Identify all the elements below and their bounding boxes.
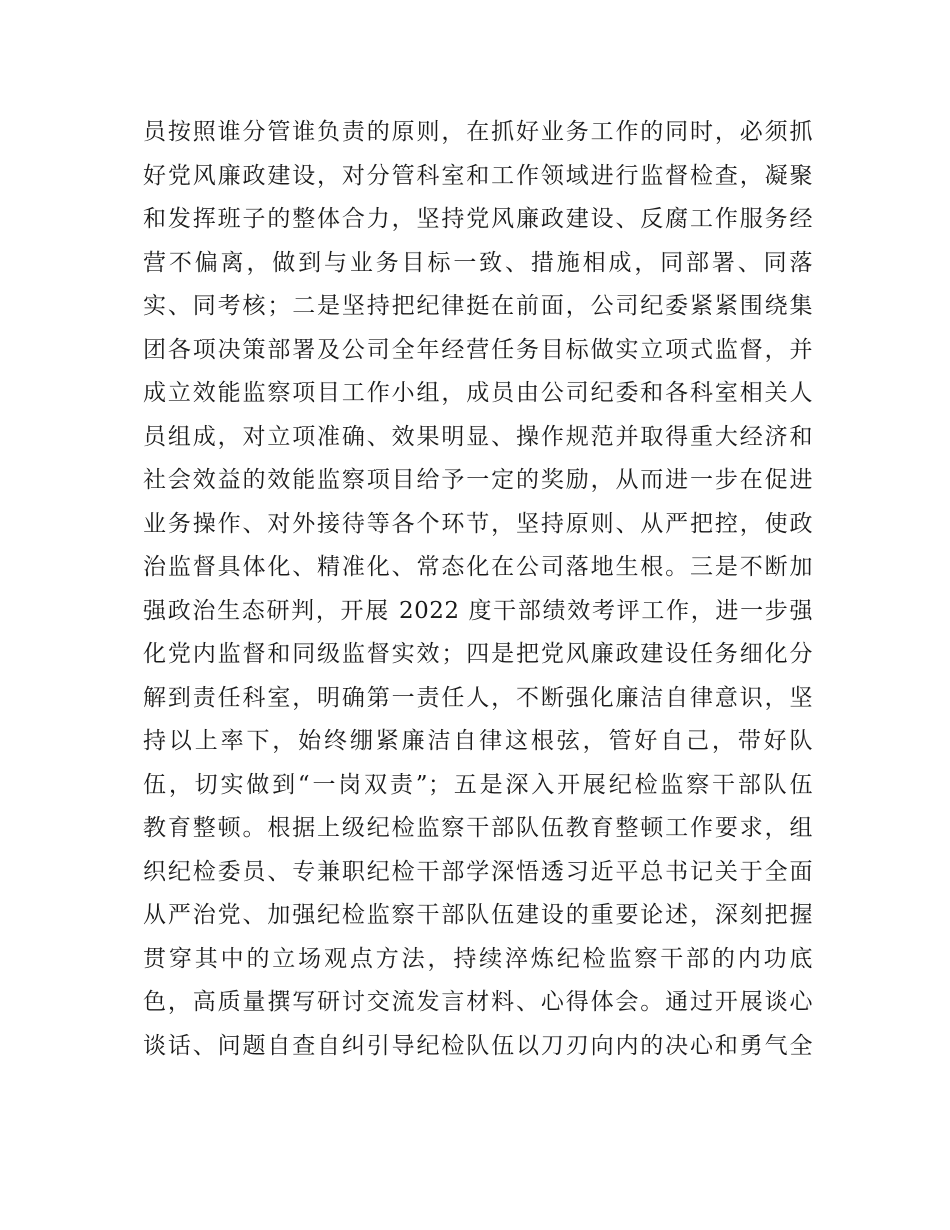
text-line-13: 化党内监督和同级监督实效；四是把党风廉政建设任务细化分 [143,641,813,667]
text-line-9: 社会效益的效能监察项目给予一定的奖励，从而进一步在促进 [143,467,813,493]
text-line-8: 员组成，对立项准确、效果明显、操作规范并取得重大经济和 [143,423,813,450]
text-line-4: 营不偏离，做到与业务目标一致、措施相成，同部署、同落 [143,249,813,276]
text-line-18: 织纪检委员、专兼职纪检干部学深悟透习近平总书记关于全面 [143,858,813,885]
text-line-16: 伍，切实做到“一岗双责”；五是深入开展纪检监察干部队伍 [143,771,813,798]
text-line-5: 实、同考核；二是坚持把纪律挺在前面，公司纪委紧紧围绕集 [143,293,813,319]
text-line-3: 和发挥班子的整体合力，坚持党风廉政建设、反腐工作服务经 [143,206,813,232]
text-line-7: 成立效能监察项目工作小组，成员由公司纪委和各科室相关人 [143,380,813,406]
text-line-2: 好党风廉政建设，对分管科室和工作领域进行监督检查，凝聚 [143,162,813,189]
text-line-19: 从严治党、加强纪检监察干部队伍建设的重要论述，深刻把握 [143,902,813,928]
text-line-17: 教育整顿。根据上级纪检监察干部队伍教育整顿工作要求，组 [143,815,813,841]
body-paragraph [143,111,813,1068]
text-line-22: 谈话、问题自查自纠引导纪检队伍以刀刃向内的决心和勇气全 [143,1032,813,1059]
text-line-11: 治监督具体化、精准化、常态化在公司落地生根。三是不断加 [143,554,813,580]
text-line-12: 强政治生态研判，开展 2022 度干部绩效考评工作，进一步强 [143,597,813,624]
text-line-10: 业务操作、对外接待等各个环节，坚持原则、从严把控，使政 [143,510,813,537]
text-line-21: 色，高质量撰写研讨交流发言材料、心得体会。通过开展谈心 [143,989,813,1015]
text-line-14: 解到责任科室，明确第一责任人，不断强化廉洁自律意识，坚 [143,684,813,711]
text-line-1: 员按照谁分管谁负责的原则，在抓好业务工作的同时，必须抓 [143,119,813,145]
text-line-6: 团各项决策部署及公司全年经营任务目标做实立项式监督，并 [143,336,813,363]
text-line-20: 贯穿其中的立场观点方法，持续淬炼纪检监察干部的内功底 [143,945,813,972]
text-line-15: 持以上率下，始终绷紧廉洁自律这根弦，管好自己，带好队 [143,728,813,754]
